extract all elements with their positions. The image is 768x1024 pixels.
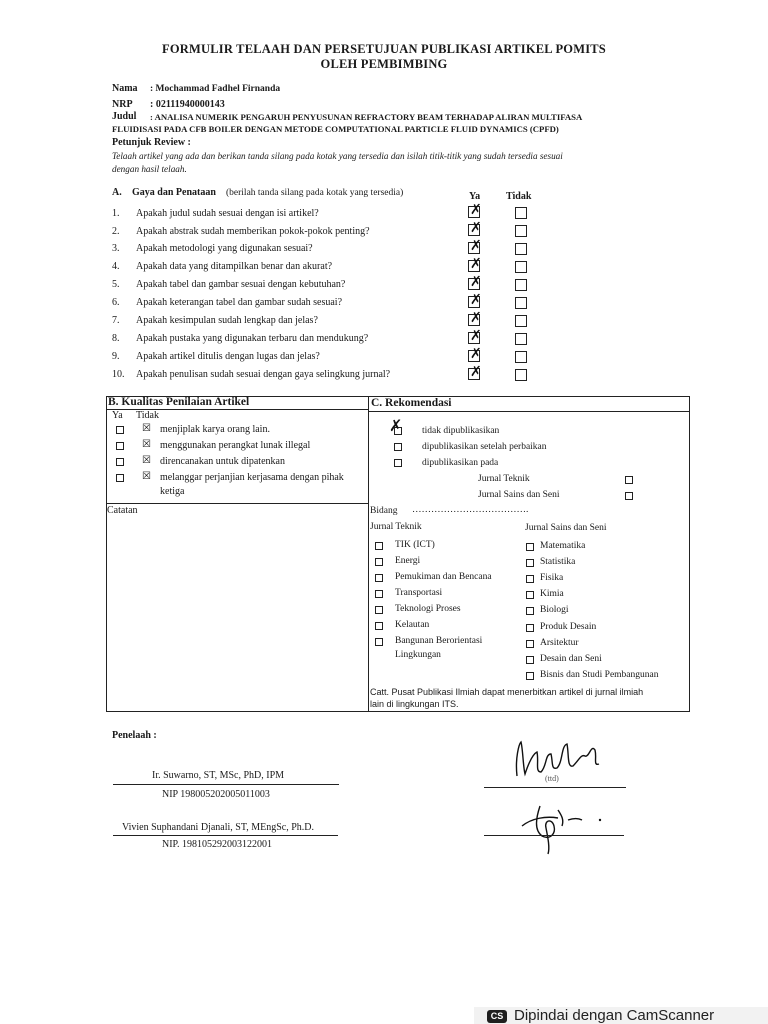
jurnal-teknik-checkbox[interactable] — [625, 476, 633, 484]
item-text: Apakah data yang ditampilkan benar dan akurat? — [136, 261, 333, 272]
catt-note-2: lain di lingkungan ITS. — [370, 699, 459, 709]
b-tidak-checked-icon[interactable]: ☒ — [142, 471, 151, 482]
bidang-label: Bidang — [370, 506, 398, 516]
petunjuk-text-1: Telaah artikel yang ada dan berikan tanda silang pada kotak yang tersedia dan isilah titik-titik yang sudah tersedia sesuai — [112, 151, 563, 161]
form-subtitle: OLEH PEMBIMBING — [320, 57, 448, 71]
b-tidak-checked-icon[interactable]: ☒ — [142, 423, 151, 434]
tidak-checkbox[interactable] — [515, 333, 527, 345]
check-mark-icon: ✗ — [470, 274, 482, 290]
col2-heading: Jurnal Sains dan Seni — [525, 523, 607, 533]
item-text: Apakah judul sudah sesuai dengan isi artikel? — [136, 208, 319, 219]
item-num: 3. — [112, 243, 120, 254]
jurnal-teknik-option: Jurnal Teknik — [478, 474, 530, 484]
tidak-checkbox[interactable] — [515, 225, 527, 237]
table-right-border — [689, 396, 690, 712]
check-mark-icon: ✗ — [470, 202, 482, 218]
bidang-item: Bisnis dan Studi Pembangunan — [540, 670, 659, 680]
b-ya-checkbox[interactable] — [116, 442, 124, 450]
section-a-letter: A. — [112, 187, 122, 198]
bidang-checkbox[interactable] — [526, 672, 534, 680]
signature-2-line — [484, 835, 624, 836]
bidang-item: Pemukiman dan Bencana — [395, 572, 492, 582]
bidang-checkbox[interactable] — [375, 622, 383, 630]
col1-heading: Jurnal Teknik — [370, 522, 422, 532]
bidang-checkbox[interactable] — [526, 640, 534, 648]
table-bottom-border — [106, 711, 690, 712]
bidang-item: Matematika — [540, 541, 586, 551]
item-num: 10. — [112, 369, 125, 380]
catatan-label: Catatan — [107, 505, 138, 516]
catt-note-1: Catt. Pusat Publikasi Ilmiah dapat menerbitkan artikel di jurnal ilmiah — [370, 687, 644, 697]
tidak-checkbox[interactable] — [515, 369, 527, 381]
check-mark-icon: ✗ — [470, 364, 482, 380]
item-text: Apakah pustaka yang digunakan terbaru dan mendukung? — [136, 333, 369, 344]
section-b-title: B. Kualitas Penilaian Artikel — [108, 396, 250, 408]
penelaah-label: Penelaah : — [112, 730, 157, 741]
tidak-checkbox[interactable] — [515, 351, 527, 363]
bidang-item: Transportasi — [395, 588, 443, 598]
bidang-item: Statistika — [540, 557, 576, 567]
b-tidak-checked-icon[interactable]: ☒ — [142, 439, 151, 450]
item-text: Apakah artikel ditulis dengan lugas dan jelas? — [136, 351, 320, 362]
section-c-title: C. Rekomendasi — [371, 397, 452, 409]
item-num: 9. — [112, 351, 120, 362]
bidang-item: Biologi — [540, 605, 569, 615]
item-num: 5. — [112, 279, 120, 290]
bidang-item: Energi — [395, 556, 421, 566]
judul-line-1: : ANALISA NUMERIK PENGARUH PENYUSUNAN REFRACTORY BEAM TERHADAP ALIRAN MULTIFASA — [150, 112, 583, 122]
table-middle-divider — [368, 396, 369, 712]
tidak-checkbox[interactable] — [515, 261, 527, 273]
b-ya-checkbox[interactable] — [116, 458, 124, 466]
bidang-checkbox[interactable] — [526, 607, 534, 615]
petunjuk-label: Petunjuk Review : — [112, 137, 191, 148]
b-tidak-checked-icon[interactable]: ☒ — [142, 455, 151, 466]
bidang-dots: ………………………………. — [412, 505, 529, 515]
item-num: 6. — [112, 297, 120, 308]
b-item-text-cont: ketiga — [160, 486, 185, 497]
check-mark-icon: ✗ — [470, 346, 482, 362]
item-num: 1. — [112, 208, 120, 219]
reviewer-2-line — [113, 835, 338, 836]
check-mark-icon: ✗ — [470, 328, 482, 344]
nrp-value: : 02111940000143 — [150, 99, 225, 110]
bidang-checkbox[interactable] — [375, 558, 383, 566]
tidak-checkbox[interactable] — [515, 315, 527, 327]
b-ya-checkbox[interactable] — [116, 426, 124, 434]
bidang-item-cont: Lingkungan — [395, 650, 441, 660]
bidang-checkbox[interactable] — [526, 543, 534, 551]
judul-label: Judul — [112, 111, 137, 122]
check-mark-icon: ✗ — [470, 310, 482, 326]
petunjuk-text-2: dengan hasil telaah. — [112, 164, 187, 174]
bidang-item: Desain dan Seni — [540, 654, 602, 664]
camscanner-text: Dipindai dengan CamScanner — [514, 1007, 715, 1024]
bidang-item: Bangunan Berorientasi — [395, 636, 483, 646]
bidang-item: Teknologi Proses — [395, 604, 461, 614]
tidak-checkbox[interactable] — [515, 207, 527, 219]
c-option-checkbox[interactable] — [394, 459, 402, 467]
c-option-checkbox[interactable] — [394, 443, 402, 451]
item-num: 8. — [112, 333, 120, 344]
nrp-label: NRP — [112, 99, 133, 110]
reviewer-1-nip: NIP 198005202005011003 — [162, 789, 270, 800]
bidang-item: Arsitektur — [540, 638, 579, 648]
jurnal-sains-option: Jurnal Sains dan Seni — [478, 490, 560, 500]
nama-label: Nama — [112, 83, 138, 94]
check-mark-icon: ✗ — [470, 256, 482, 272]
c-header-line — [368, 411, 690, 412]
bidang-checkbox[interactable] — [526, 591, 534, 599]
bidang-item: TIK (ICT) — [395, 540, 435, 550]
signature-2-icon — [512, 796, 612, 856]
b-item-text: melanggar perjanjian kerjasama dengan pihak — [160, 472, 344, 483]
item-text: Apakah keterangan tabel dan gambar sudah sesuai? — [136, 297, 343, 308]
b-col-ya: Ya — [112, 410, 123, 421]
bidang-checkbox[interactable] — [375, 590, 383, 598]
c-option-text: tidak dipublikasikan — [422, 426, 500, 436]
b-item-text: menggunakan perangkat lunak illegal — [160, 440, 311, 451]
bidang-checkbox[interactable] — [375, 542, 383, 550]
item-text: Apakah penulisan sudah sesuai dengan gaya selingkung jurnal? — [136, 369, 391, 380]
b-item-text: direncanakan untuk dipatenkan — [160, 456, 285, 467]
item-text: Apakah kesimpulan sudah lengkap dan jelas? — [136, 315, 318, 326]
item-num: 4. — [112, 261, 120, 272]
check-mark-icon: ✗ — [470, 292, 482, 308]
item-text: Apakah metodologi yang digunakan sesuai? — [136, 243, 313, 254]
check-mark-icon: ✗ — [389, 416, 403, 435]
tidak-checkbox[interactable] — [515, 243, 527, 255]
section-a-title: Gaya dan Penataan — [132, 187, 216, 198]
b-ya-checkbox[interactable] — [116, 474, 124, 482]
b-catatan-line — [106, 503, 369, 504]
judul-line-2: FLUIDISASI PADA CFB BOILER DENGAN METODE COMPUTATIONAL PARTICLE FLUID DYNAMICS (CPFD) — [112, 124, 559, 134]
bidang-checkbox[interactable] — [526, 624, 534, 632]
camscanner-logo-icon: CS — [487, 1010, 507, 1023]
bidang-checkbox[interactable] — [526, 656, 534, 664]
reviewer-1-line — [113, 784, 339, 785]
col-ya: Ya — [469, 191, 481, 202]
b-col-tidak: Tidak — [136, 410, 159, 421]
bidang-checkbox[interactable] — [375, 606, 383, 614]
bidang-checkbox[interactable] — [375, 638, 383, 646]
check-mark-icon: ✗ — [470, 238, 482, 254]
item-text: Apakah tabel dan gambar sesuai dengan kebutuhan? — [136, 279, 346, 290]
signature-1-icon — [505, 736, 615, 788]
bidang-item: Fisika — [540, 573, 564, 583]
ttd-note: (ttd) — [545, 774, 559, 783]
reviewer-2-name: Vivien Suphandani Djanali, ST, MEngSc, Ph.D. — [122, 822, 314, 833]
c-option-text: dipublikasikan setelah perbaikan — [422, 442, 547, 452]
signature-1-line — [484, 787, 626, 788]
c-option-text: dipublikasikan pada — [422, 458, 499, 468]
jurnal-sains-checkbox[interactable] — [625, 492, 633, 500]
form-title: FORMULIR TELAAH DAN PERSETUJUAN PUBLIKASI ARTIKEL POMITS — [162, 42, 606, 56]
reviewer-1-name: Ir. Suwarno, ST, MSc, PhD, IPM — [152, 770, 285, 781]
bidang-item: Kimia — [540, 589, 564, 599]
reviewer-2-nip: NIP. 198105292003122001 — [162, 839, 273, 850]
bidang-checkbox[interactable] — [526, 575, 534, 583]
col-tidak: Tidak — [506, 191, 532, 202]
b-item-text: menjiplak karya orang lain. — [160, 424, 270, 435]
item-num: 2. — [112, 226, 120, 237]
bidang-checkbox[interactable] — [375, 574, 383, 582]
check-mark-icon: ✗ — [470, 220, 482, 236]
item-text: Apakah abstrak sudah memberikan pokok-pokok penting? — [136, 226, 370, 237]
tidak-checkbox[interactable] — [515, 279, 527, 291]
item-num: 7. — [112, 315, 120, 326]
table-left-border — [106, 396, 107, 712]
bidang-item: Produk Desain — [540, 622, 597, 632]
bidang-item: Kelautan — [395, 620, 430, 630]
tidak-checkbox[interactable] — [515, 297, 527, 309]
section-a-note: (berilah tanda silang pada kotak yang tersedia) — [226, 188, 404, 198]
nama-value: : Mochammad Fadhel Firnanda — [150, 84, 281, 94]
bidang-checkbox[interactable] — [526, 559, 534, 567]
